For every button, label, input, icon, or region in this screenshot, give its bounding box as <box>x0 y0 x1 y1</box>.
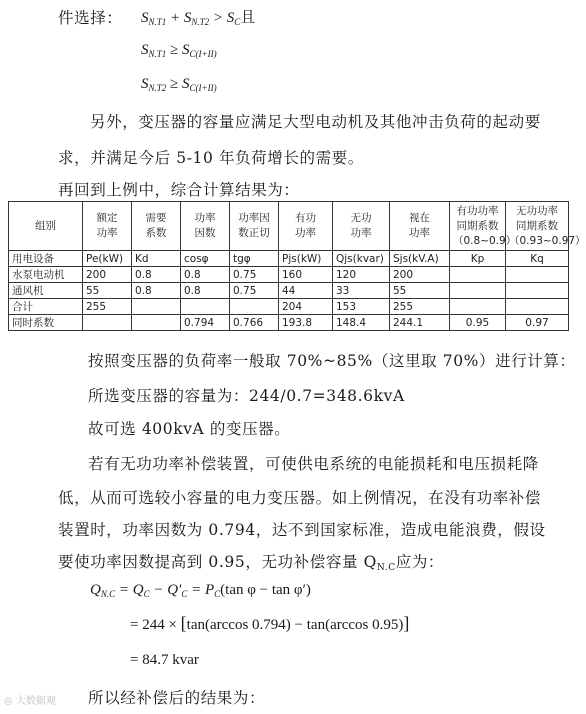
table-cell: 0.8 <box>132 283 181 299</box>
table-cell <box>450 299 506 315</box>
formula-line-2: = 244 × [tan(arccos 0.794) − tan(arccos 0.95)] <box>130 613 410 633</box>
table-cell: Sjs(kV.A) <box>390 251 450 267</box>
paragraph-result-intro: 再回到上例中，综合计算结果为： <box>58 181 300 199</box>
table-cell: 0.8 <box>181 283 230 299</box>
table-row <box>9 299 569 315</box>
table-cell: Kd <box>132 251 181 267</box>
paragraph-after-compensation: 所以经补偿后的结果为： <box>88 689 266 707</box>
table-cell: 用电设备 <box>9 251 83 267</box>
paragraph-compensation-line1: 若有无功功率补偿装置，可使供电系统的电能损耗和电压损耗降 <box>88 455 539 473</box>
table-cell: 33 <box>333 283 390 299</box>
table-cell: 0.75 <box>230 267 279 283</box>
condition-formula: $S_{N.T1} + S_{N.T2} > S_C$且 <box>141 8 256 27</box>
table-cell: Qjs(kvar) <box>333 251 390 267</box>
table-cell <box>506 267 569 283</box>
table-cell: 0.794 <box>181 315 230 331</box>
table-header-cell: 有功 功率 <box>279 202 333 251</box>
paragraph-capacity-line1: 另外，变压器的容量应满足大型电动机及其他冲击负荷的起动要 <box>90 113 541 131</box>
table-cell <box>83 315 132 331</box>
table-header-cell: 无功 功率 <box>333 202 390 251</box>
table-cell: 255 <box>83 299 132 315</box>
table-cell: 44 <box>279 283 333 299</box>
table-cell: 200 <box>390 267 450 283</box>
table-header-row <box>9 202 569 251</box>
table-cell: 193.8 <box>279 315 333 331</box>
table-cell: 244.1 <box>390 315 450 331</box>
table-cell: 200 <box>83 267 132 283</box>
table-cell: 同时系数 <box>9 315 83 331</box>
table-cell: 0.766 <box>230 315 279 331</box>
watermark: ◎ 大数据观 <box>4 696 56 707</box>
calculation-table <box>8 201 586 331</box>
paragraph-compensation-line2: 低，从而可选较小容量的电力变压器。如上例情况，在没有功率补偿 <box>58 489 542 507</box>
table-cell: 120 <box>333 267 390 283</box>
table-row <box>9 283 569 299</box>
formula-line-1: $Q_{N.C} = Q_C - Q'_C = P_C(\tan$ φ − tan φ′) <box>90 582 311 599</box>
table-cell <box>450 283 506 299</box>
table-cell: 0.97 <box>506 315 569 331</box>
table-cell: 160 <box>279 267 333 283</box>
table-cell: Kp <box>450 251 506 267</box>
table-cell: 0.8 <box>132 267 181 283</box>
table-cell: 204 <box>279 299 333 315</box>
table-cell: 通风机 <box>9 283 83 299</box>
table-cell <box>230 299 279 315</box>
table-cell: 148.4 <box>333 315 390 331</box>
table-cell: 合计 <box>9 299 83 315</box>
formula-line-3: = 84.7 kvar <box>130 652 199 668</box>
table-row <box>9 267 569 283</box>
table-cell: Pjs(kW) <box>279 251 333 267</box>
table-header-cell: 功率 因数 <box>181 202 230 251</box>
table-row <box>9 315 569 331</box>
table-header-cell: 无功功率 同期系数 （0.93~0.97） <box>506 202 569 251</box>
table-cell: 55 <box>390 283 450 299</box>
table-header-cell: 视在 功率 <box>390 202 450 251</box>
paragraph-capacity-line2: 求，并满足今后 5-10 年负荷增长的需要。 <box>58 149 364 167</box>
table-row <box>9 251 569 267</box>
table-cell: tgφ <box>230 251 279 267</box>
table-cell <box>506 283 569 299</box>
paragraph-capacity-calc: 所选变压器的容量为：244/0.7=348.6kvA <box>88 387 405 405</box>
paragraph-choose-transformer: 故可选 400kvA 的变压器。 <box>88 420 291 438</box>
table-cell: Kq <box>506 251 569 267</box>
table-cell: 255 <box>390 299 450 315</box>
table-header-cell: 组别 <box>9 202 83 251</box>
table-header-cell: 额定 功率 <box>83 202 132 251</box>
table-cell: 153 <box>333 299 390 315</box>
table-cell <box>132 299 181 315</box>
table-header-cell: 需要 系数 <box>132 202 181 251</box>
paragraph-load-rate: 按照变压器的负荷率一般取 70%~85%（这里取 70%）进行计算： <box>88 352 576 370</box>
table-header-cell: 功率因 数正切 <box>230 202 279 251</box>
table-cell: Pe(kW) <box>83 251 132 267</box>
table-cell <box>450 267 506 283</box>
table-cell: 55 <box>83 283 132 299</box>
table-cell <box>181 299 230 315</box>
table-cell <box>506 299 569 315</box>
inequality-t2: $S_{N.T2} \ge S_{C(I+II)}$ <box>141 76 217 93</box>
table-cell: 0.75 <box>230 283 279 299</box>
table-cell: cosφ <box>181 251 230 267</box>
condition-label: 件选择： <box>58 9 123 27</box>
table-cell <box>132 315 181 331</box>
table-cell: 0.8 <box>181 267 230 283</box>
table-cell: 水泵电动机 <box>9 267 83 283</box>
table-header-cell: 有功功率 同期系数 （0.8~0.9） <box>450 202 506 251</box>
paragraph-compensation-line3: 装置时，功率因数为 0.794，达不到国家标准，造成电能浪费，假设 <box>58 521 546 539</box>
paragraph-compensation-line4: 要使功率因数提高到 0.95，无功补偿容量 $Q_{N.C}$应为： <box>58 553 445 573</box>
table-cell: 0.95 <box>450 315 506 331</box>
inequality-t1: $S_{N.T1} \ge S_{C(I+II)}$ <box>141 42 217 59</box>
